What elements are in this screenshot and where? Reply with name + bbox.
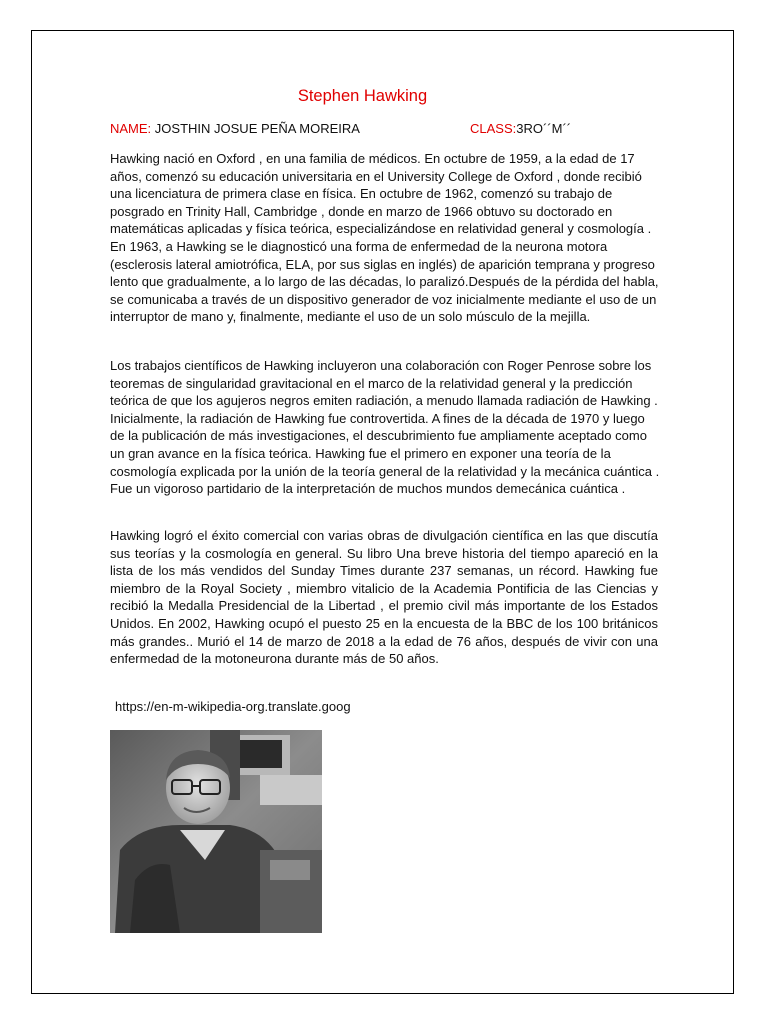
portrait-photo — [110, 730, 322, 933]
class-label: CLASS: — [470, 121, 517, 136]
name-label: NAME: — [110, 121, 152, 136]
paragraph-early-life: Hawking nació en Oxford , en una familia de médicos. En octubre de 1959, a la edad de 17 años, comenzó su educación universitaria en el University College de Oxford , donde recibió una licenciatura de primera clase en física. En octubre de 1962, comenzó su trabajo de posgrado en Trinity Hall, Cambridge , donde en marzo de 1966 obtuvo su doctorado en matemáticas aplicadas y física teórica, especializándose en relatividad general y cosmología . En 1963, a Hawking se le diagnosticó una forma de enfermedad de la neurona motora (esclerosis lateral amiotrófica, ELA, por sus siglas en inglés) de aparición temprana y progreso lento que gradualmente, a lo largo de las décadas, lo paralizó.Después de la pérdida del habla, se comunicaba a través de un dispositivo generador de voz inicialmente mediante el uso de un interruptor de mano y, finalmente, mediante el uso de un solo músculo de la mejilla. — [110, 151, 659, 325]
student-class — [470, 121, 571, 137]
class-value: 3RO´´M´´ — [516, 121, 572, 136]
page-title: Stephen Hawking — [297, 87, 428, 105]
name-value: JOSTHIN JOSUE PEÑA MOREIRA — [154, 121, 360, 136]
paragraph-scientific-work: Los trabajos científicos de Hawking incluyeron una colaboración con Roger Penrose sobre los teoremas de singularidad gravitacional en el marco de la relatividad general y la predicción teórica de que los agujeros negros emiten radiación, a menudo llamada radiación de Hawking . Inicialmente, la radiación de Hawking fue controvertida. A fines de la década de 1970 y luego de la publicación de más investigaciones, el descubrimiento fue ampliamente aceptado como un gran avance en la física teórica. Hawking fue el primero en exponer una teoría de la cosmología explicada por la unión de la teoría general de la relatividad y la mecánica cuántica . Fue un vigoroso partidario de la interpretación de muchos mundos demecánica cuántica . — [110, 358, 660, 497]
source-link[interactable]: https://en-m-wikipedia-org.translate.goog — [115, 699, 351, 714]
paragraph-popular-works: Hawking logró el éxito comercial con varias obras de divulgación científica en las que discutía sus teorías y la cosmología en general. Su libro Una breve historia del tiempo apareció en la lista de los más vendidos del Sunday Times durante 237 semanas, un récord. Hawking fue miembro de la Royal Society , miembro vitalicio de la Academia Pontificia de las Ciencias y recibió la Medalla Presidencial de la Libertad , el premio civil más importante de los Estados Unidos. En 2002, Hawking ocupó el puesto 25 en la encuesta de la BBC de los 100 británicos más grandes.. Murió el 14 de marzo de 2018 a la edad de 76 años, después de vivir con una enfermedad de la motoneurona durante más de 50 años. — [110, 528, 658, 667]
student-name — [110, 121, 360, 137]
